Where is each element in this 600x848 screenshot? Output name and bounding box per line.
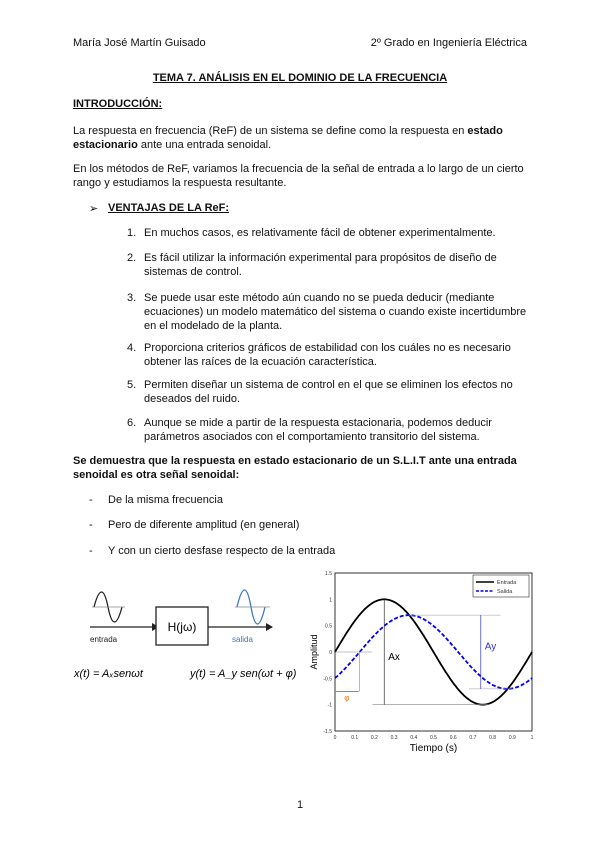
block-diagram — [60, 565, 310, 695]
frequency-response-plot — [305, 565, 545, 755]
text: La respuesta en frecuencia (ReF) de un sistema se define como la respuesta en — [73, 125, 468, 137]
y-tick-label: -1.5 — [323, 729, 332, 735]
input-label: entrada — [90, 635, 118, 644]
x-tick-label: 0.8 — [489, 735, 497, 741]
item-number: 6. — [127, 417, 137, 429]
y-tick-label: 1 — [329, 597, 332, 604]
ay-label: Ay — [484, 641, 497, 653]
dash-text: De la misma frecuencia — [108, 494, 223, 506]
y-axis-label: Amplitud — [309, 634, 319, 670]
item-text: Se puede usar este método aún cuando no se pueda deducir (mediante ecuaciones) un modelo matemático del sistema o cuando existe incertidumbre en el modelado de la planta. — [144, 292, 527, 332]
x-tick-label: 0.9 — [508, 735, 516, 741]
bold-text: estado estacionario — [73, 125, 503, 151]
x-tick-label: 0.6 — [449, 735, 457, 741]
dash-text: Pero de diferente amplitud (en general) — [108, 519, 300, 531]
text: ante una entrada senoidal. — [137, 139, 272, 151]
ventajas-heading: VENTAJAS DE LA ReF: — [108, 202, 230, 214]
item-text: En muchos casos, es relativamente fácil de obtener experimentalmente. — [144, 227, 496, 239]
header-author: María José Martín Guisado — [73, 37, 206, 49]
dash-item — [89, 493, 223, 507]
slit-statement: Se demuestra que la respuesta en estado estacionario de un S.L.I.T ante una entrada senoidal es otra señal senoidal: — [73, 455, 517, 481]
intro-heading: INTRODUCCIÓN: — [73, 98, 163, 110]
item-number: 4. — [127, 342, 137, 354]
item-text: Aunque se mide a partir de la respuesta estacionaria, podemos deducir parámetros asociados con el comportamiento transitorio del sistema. — [144, 417, 492, 443]
dash-text: Y con un cierto desfase respecto de la entrada — [108, 545, 336, 557]
x-tick-label: 0.1 — [351, 735, 359, 741]
item-text: Es fácil utilizar la información experimental para propósitos de diseño de sistemas de control. — [144, 252, 497, 278]
ax-label: Ax — [388, 651, 400, 663]
output-label: salida — [232, 635, 253, 644]
x-tick-label: 0 — [333, 735, 337, 741]
block-label: H(jω) — [167, 620, 197, 634]
legend-entry: Salida — [497, 589, 513, 595]
list-item — [127, 378, 527, 406]
list-item — [127, 416, 527, 444]
x-tick-label: 0.7 — [469, 735, 477, 741]
x-axis-label: Tiempo (s) — [409, 743, 458, 754]
dash-marker: - — [89, 545, 93, 557]
list-item — [127, 226, 527, 240]
item-text: Permiten diseñar un sistema de control en el que se eliminen los efectos no deseados del ruido. — [144, 379, 513, 405]
x-tick-label: 0.5 — [430, 735, 437, 741]
input-equation: x(t) = Aₓsenωt — [74, 668, 143, 680]
dash-marker: - — [89, 494, 93, 506]
item-text: Proporciona criterios gráficos de estabilidad con los cuáles no es necesario obtener las raíces de la ecuación característica. — [144, 342, 511, 368]
bullet-icon: ➢ — [89, 203, 99, 215]
list-item — [127, 341, 527, 369]
item-number: 2. — [127, 252, 137, 264]
y-tick-label: 0 — [329, 650, 332, 656]
page-title: TEMA 7. ANÁLISIS EN EL DOMINIO DE LA FRECUENCIA — [152, 72, 448, 84]
y-tick-label: -1 — [327, 702, 332, 709]
item-number: 5. — [127, 379, 137, 391]
intro-paragraph-2: En los métodos de ReF, variamos la frecuencia de la señal de entrada a lo largo de un cierto rango y estudiamos la respuesta resultante. — [73, 163, 524, 189]
list-item — [127, 291, 527, 333]
phi-label: φ — [344, 693, 350, 703]
dash-item — [89, 544, 336, 558]
item-number: 3. — [127, 292, 137, 304]
x-tick-label: 0.2 — [370, 735, 378, 741]
output-equation: y(t) = A_y sen(ωt + φ) — [190, 668, 297, 680]
y-tick-label: 1.5 — [325, 571, 332, 577]
list-item — [127, 251, 527, 279]
y-tick-label: -0.5 — [323, 676, 332, 683]
dash-marker: - — [89, 519, 93, 531]
legend-entry: Entrada — [497, 580, 517, 586]
x-tick-label: 0.4 — [410, 735, 418, 741]
intro-paragraph-1 — [73, 124, 528, 152]
dash-item — [89, 518, 300, 532]
header-course: 2º Grado en Ingeniería Eléctrica — [370, 37, 527, 49]
page-number: 1 — [296, 799, 304, 811]
x-tick-label: 1 — [530, 735, 534, 741]
x-tick-label: 0.3 — [390, 735, 398, 741]
y-tick-label: 0.5 — [325, 623, 332, 630]
item-number: 1. — [127, 227, 137, 239]
